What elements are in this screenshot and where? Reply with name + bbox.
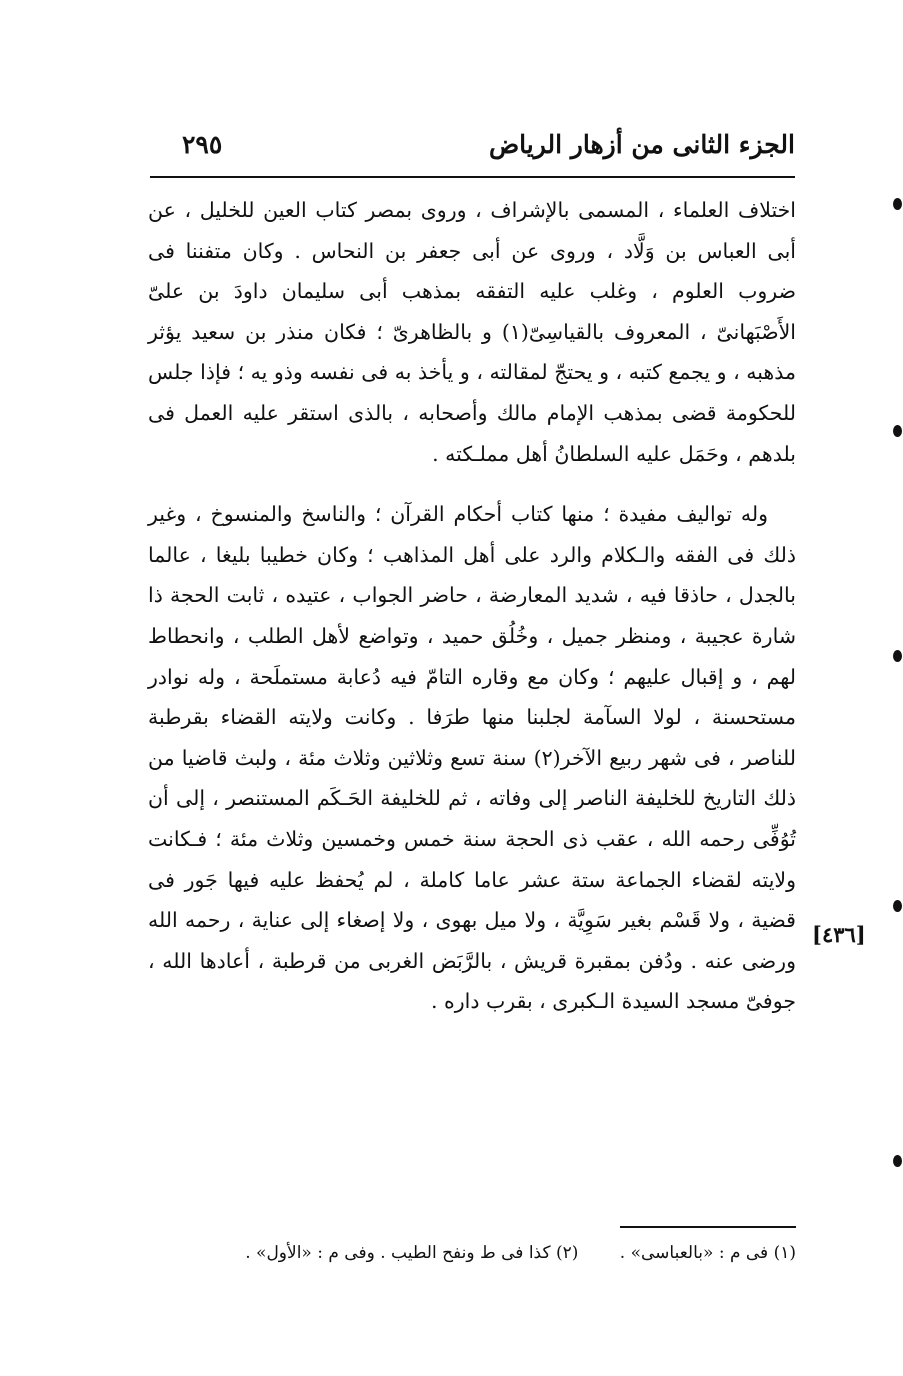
margin-page-reference: [٤٣٦]	[812, 922, 866, 947]
page-number: ٢٩٥	[182, 130, 223, 159]
page-header	[150, 126, 795, 166]
edge-mark	[893, 425, 902, 437]
edge-mark	[893, 900, 902, 912]
footnote-1: (١) فى م : «بالعباسى» .	[619, 1243, 796, 1263]
footnote-rule	[620, 1226, 796, 1228]
running-title: الجزء الثانى من أزهار الرياض	[488, 130, 795, 159]
paragraph-2: وله تواليف مفيدة ؛ منها كتاب أحكام القرآن ؛ والناسخ والمنسوخ ، وغير ذلك فى الفقه والـكلام والرد على أهل المذاهب ؛ وكان خطيبا بليغا ، عالما بالجدل ، حاذقا فيه ، شديد المعارضة ، حاضر الجواب ، عتيده ، ثابت الحجة ذا شارة عجيبة ، ومنظر جميل ، وخُلُق حميد ، وتواضع لأهل الطلب ، وانحطاط لهم ، و إقبال عليهم ؛ وكان مع وقاره التامّ فيه دُعابة مستملَحة ، وله نوادر مستحسنة ، لولا السآمة لجلبنا منها طرَفا . وكانت ولايته القضاء بقرطبة للناصر ، فى شهر ربيع الآخر(٢) سنة تسع وثلاثين وثلاث مئة ، ولبث قاضيا من ذلك التاريخ للخليفة الناصر إلى وفاته ، ثم للخليفة الحَـكَم المستنصر ، إلى أن تُوُفِّى رحمه الله ، عقب ذى الحجة سنة خمس وخمسين وثلاث مئة ؛ فـكانت ولايته لقضاء الجماعة ستة عشر عاما كاملة ، لم يُحفظ عليه فيها جَور فى قضية ، ولا قَسْم بغير سَوِيَّة ، ولا ميل بهوى ، ولا إصغاء إلى عناية ، رحمه الله ورضى عنه . ودُفن بمقبرة قريش ، بالرَّبَض الغربى من قرطبة ، أعادها الله ، جوفىّ مسجد السيدة الـكبرى ، بقرب داره .	[148, 502, 796, 1014]
header-rule	[150, 176, 795, 178]
edge-mark	[893, 198, 902, 210]
paragraph-1: اختلاف العلماء ، المسمى بالإشراف ، وروى بمصر كتاب العين للخليل ، عن أبى العباس بن وَلَّاد ، وروى عن أبى جعفر بن النحاس . وكان متفننا فى ضروب العلوم ، وغلب عليه التفقه بمذهب أبى سليمان داودَ بن علىّ الأَصْبَهانىّ ، المعروف بالقياسِىّ(١) و بالظاهرىّ ؛ فكان منذر بن سعيد يؤثر مذهبه ، و يجمع كتبه ، و يحتجّ لمقالته ، و يأخذ به فى نفسه وذو يه ؛ فإذا جلس للحكومة قضى بمذهب الإمام مالك وأصحابه ، بالذى استقر عليه العمل فى بلدهم ، وحَمَل عليه السلطانُ أهل مملـكته .	[148, 198, 796, 466]
edge-mark	[893, 1155, 902, 1167]
footnotes	[150, 1238, 796, 1268]
edge-mark	[893, 650, 902, 662]
footnote-2: (٢) كذا فى ط ونفح الطيب . وفى م : «الأول» .	[245, 1243, 579, 1263]
main-text	[148, 190, 796, 1022]
